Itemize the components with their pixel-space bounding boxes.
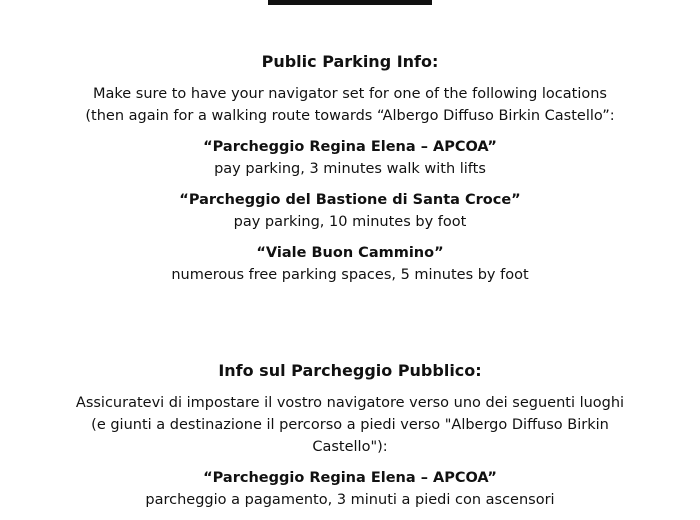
italian-heading: Info sul Parcheggio Pubblico: [218,361,482,380]
parking-location [0,467,700,511]
top-header-bar [268,0,432,5]
location-description: pay parking, 3 minutes walk with lifts [214,161,486,177]
italian-intro [0,392,700,458]
english-intro-line: (then again for a walking route towards “Albergo Diffuso Birkin Castello”: [85,108,615,124]
parking-location [0,242,700,286]
location-description: numerous free parking spaces, 5 minutes by foot [171,267,529,283]
english-intro-line: Make sure to have your navigator set for one of the following locations [93,86,607,102]
italian-intro-line: (e giunti a destinazione il percorso a piedi verso "Albergo Diffuso Birkin [91,417,609,433]
parking-location [0,136,700,180]
italian-intro-line: Assicuratevi di impostare il vostro navigatore verso uno dei seguenti luoghi [75,395,625,411]
english-heading: Public Parking Info: [261,52,439,71]
english-parking-section [0,51,700,295]
english-intro [0,83,700,127]
location-name: “Viale Buon Cammino” [256,245,444,261]
italian-intro-line: Castello"): [312,439,388,455]
location-name: “Parcheggio del Bastione di Santa Croce” [179,192,521,208]
location-description: pay parking, 10 minutes by foot [233,214,467,230]
italian-parking-section [0,360,700,520]
location-description: parcheggio a pagamento, 3 minuti a piedi con ascensori [145,492,555,508]
location-name: “Parcheggio Regina Elena – APCOA” [203,139,497,155]
parking-location [0,189,700,233]
location-name: “Parcheggio Regina Elena – APCOA” [203,470,497,486]
